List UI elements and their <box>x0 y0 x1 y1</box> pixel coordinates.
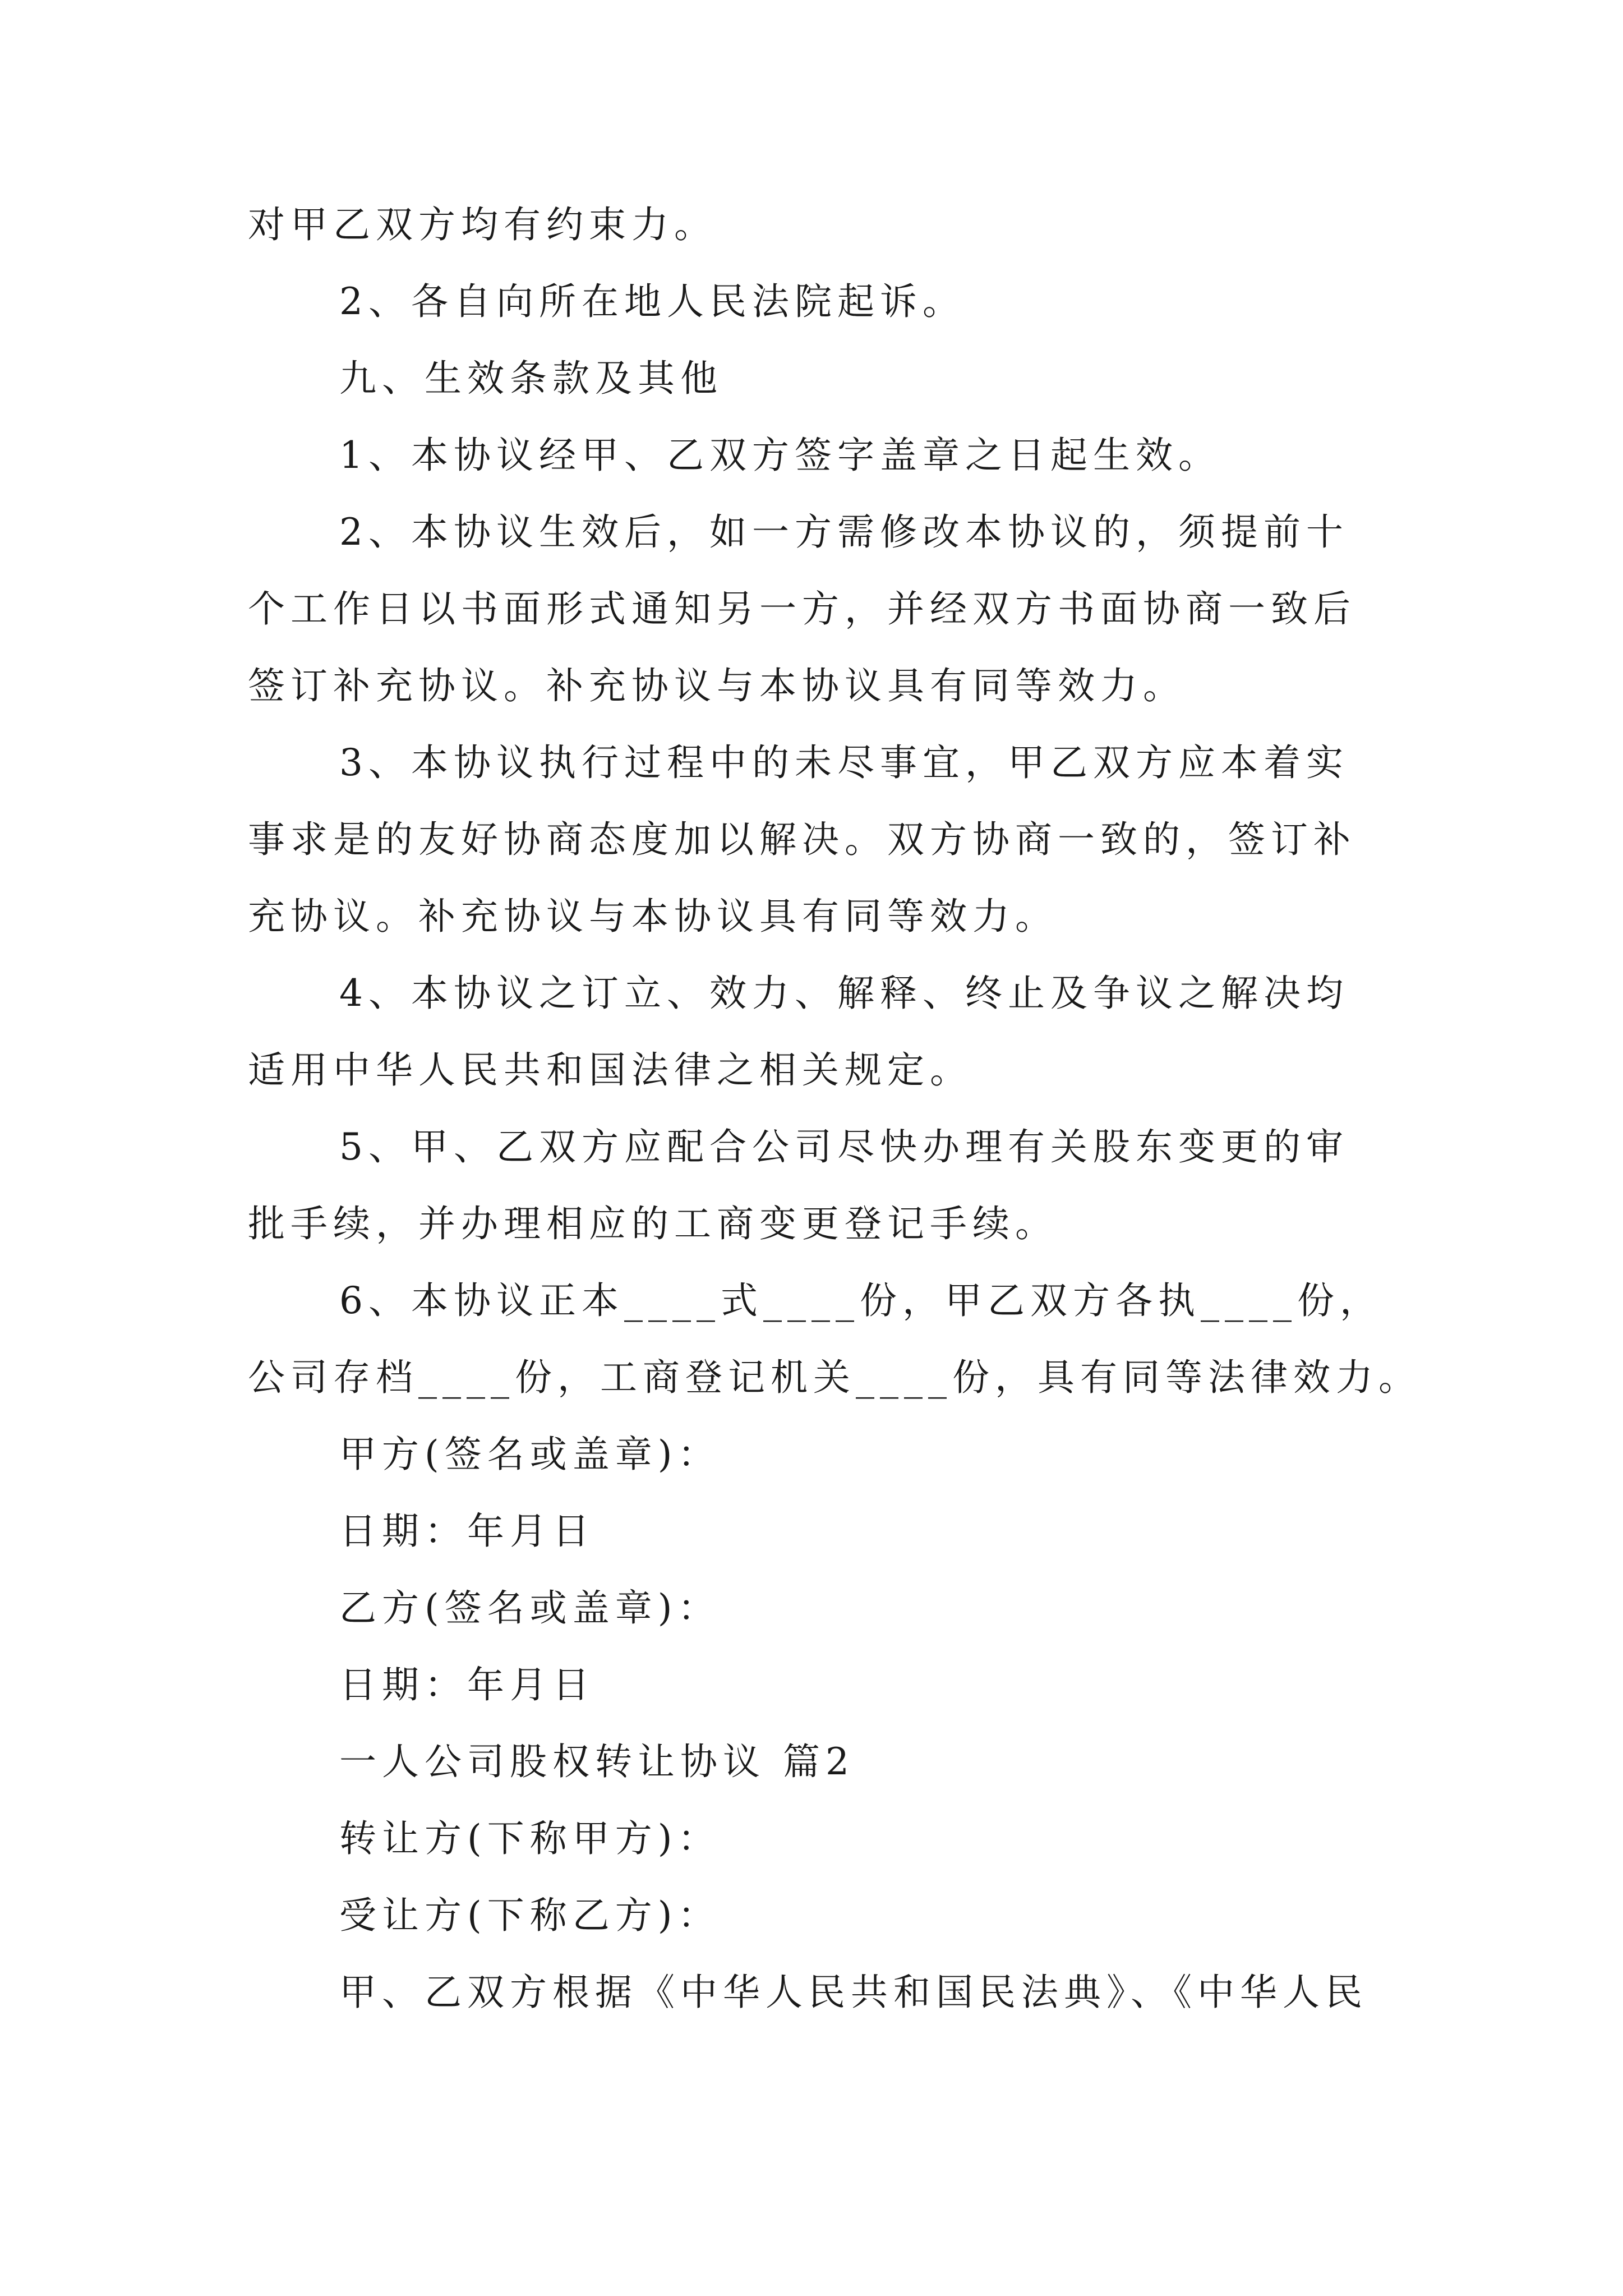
text-line: 5、甲、乙双方应配合公司尽快办理有关股东变更的审 <box>339 1125 1349 1168</box>
date-label: 日期：年月日 <box>339 1510 595 1553</box>
text-line: 4、本协议之订立、效力、解释、终止及争议之解决均 <box>339 972 1349 1015</box>
text-line: 批手续，并办理相应的工商变更登记手续。 <box>248 1202 1058 1245</box>
text-line: 甲、乙双方根据《中华人民共和国民法典》、《中华人民 <box>339 1971 1368 2014</box>
section-heading: 九、生效条款及其他 <box>339 357 723 400</box>
party-label: 受让方(下称乙方)： <box>339 1894 721 1937</box>
text-line: 事求是的友好协商态度加以解决。双方协商一致的，签订补 <box>248 818 1356 861</box>
text-line: 适用中华人民共和国法律之相关规定。 <box>248 1048 972 1092</box>
signature-label: 甲方(签名或盖章)： <box>339 1433 721 1476</box>
date-label: 日期：年月日 <box>339 1663 595 1706</box>
text-line: 6、本协议正本____式____份，甲乙双方各执____份， <box>339 1279 1382 1322</box>
text-line: 2、各自向所在地人民法院起诉。 <box>339 280 965 323</box>
text-line: 对甲乙双方均有约束力。 <box>248 203 717 246</box>
party-label: 转让方(下称甲方)： <box>339 1817 721 1860</box>
text-line: 1、本协议经甲、乙双方签字盖章之日起生效。 <box>339 434 1221 477</box>
text-line: 3、本协议执行过程中的未尽事宜，甲乙双方应本着实 <box>339 741 1349 784</box>
signature-label: 乙方(签名或盖章)： <box>339 1586 721 1630</box>
text-line: 公司存档____份，工商登记机关____份，具有同等法律效力。 <box>248 1356 1421 1399</box>
text-line: 2、本协议生效后，如一方需修改本协议的，须提前十 <box>339 510 1349 554</box>
section-title: 一人公司股权转让协议 篇2 <box>339 1740 855 1783</box>
text-line: 签订补充协议。补充协议与本协议具有同等效力。 <box>248 664 1186 707</box>
text-line: 充协议。补充协议与本协议具有同等效力。 <box>248 895 1058 938</box>
text-line: 个工作日以书面形式通知另一方，并经双方书面协商一致后 <box>248 587 1356 631</box>
